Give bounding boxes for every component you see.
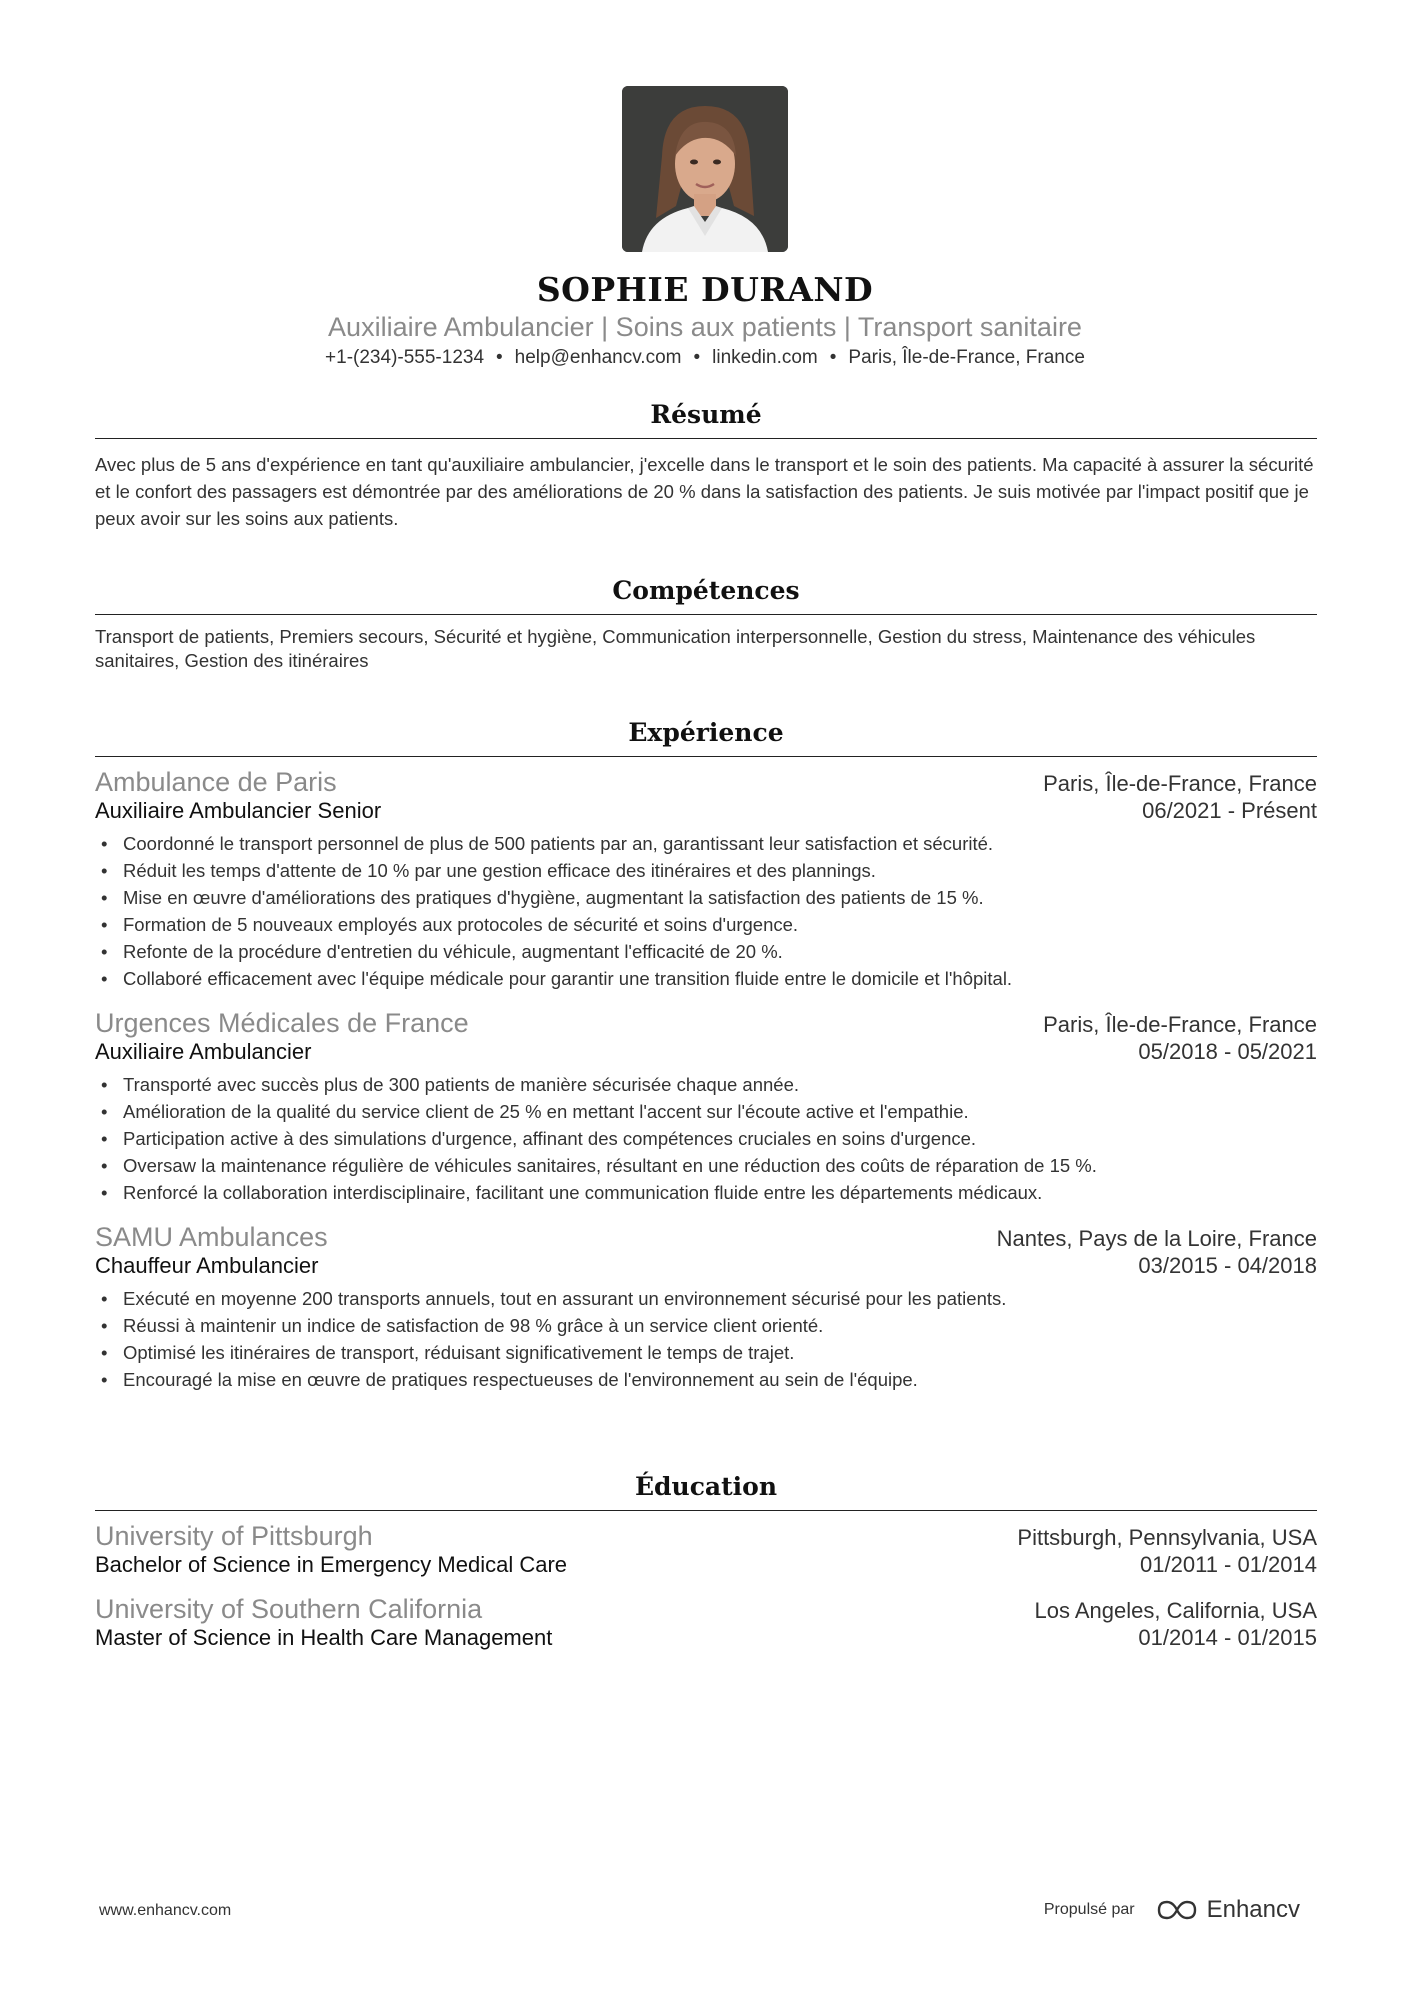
bullet-item: • Encouragé la mise en œuvre de pratiques respectueuses de l'environnement au sein de l'équipe. xyxy=(95,1366,1317,1393)
bullet-item: • Exécuté en moyenne 200 transports annuels, tout en assurant un environnement sécurisé pour les patients. xyxy=(95,1285,1317,1312)
contact-phone[interactable]: +1-(234)-555-1234 xyxy=(325,347,485,368)
resume-header xyxy=(0,86,1410,369)
experience-role: Chauffeur Ambulancier xyxy=(95,1253,319,1278)
powered-by-label: Propulsé par xyxy=(1043,1901,1135,1918)
skills-section xyxy=(95,576,1317,673)
bullet-item: • Mise en œuvre d'améliorations des pratiques d'hygiène, augmentant la satisfaction des patients de 15 %. xyxy=(95,884,1317,911)
education-entry xyxy=(95,1594,1317,1651)
enhancv-logo-icon xyxy=(1155,1898,1199,1922)
section-title-experience: Expérience xyxy=(95,718,1317,757)
experience-entry xyxy=(95,767,1317,992)
bullet-item: • Optimisé les itinéraires de transport, réduisant significativement le temps de trajet. xyxy=(95,1339,1317,1366)
bullet-item: • Transporté avec succès plus de 300 patients de manière sécurisée chaque année. xyxy=(95,1071,1317,1098)
experience-dates: 05/2018 - 05/2021 xyxy=(1138,1039,1317,1064)
bullet-item: • Participation active à des simulations d'urgence, affinant des compétences cruciales en soins d'urgence. xyxy=(95,1125,1317,1152)
separator-dot: • xyxy=(829,347,837,368)
summary-section xyxy=(95,400,1317,532)
bullet-item: • Coordonné le transport personnel de plus de 500 patients par an, garantissant leur satisfaction et sécurité. xyxy=(95,830,1317,857)
experience-dates: 03/2015 - 04/2018 xyxy=(1138,1253,1317,1278)
experience-entry xyxy=(95,1222,1317,1393)
experience-location: Paris, Île-de-France, France xyxy=(1043,771,1317,796)
education-degree: Bachelor of Science in Emergency Medical Care xyxy=(95,1552,568,1577)
bullet-item: • Réduit les temps d'attente de 10 % par une gestion efficace des itinéraires et des plannings. xyxy=(95,857,1317,884)
experience-org: Urgences Médicales de France xyxy=(95,1008,469,1038)
bullet-item: • Amélioration de la qualité du service client de 25 % en mettant l'accent sur l'écoute active et l'empathie. xyxy=(95,1098,1317,1125)
education-location: Los Angeles, California, USA xyxy=(1034,1598,1317,1623)
section-title-skills: Compétences xyxy=(95,576,1317,615)
education-dates: 01/2014 - 01/2015 xyxy=(1138,1625,1317,1650)
contact-email[interactable]: help@enhancv.com xyxy=(514,347,682,368)
bullet-item: • Oversaw la maintenance régulière de véhicules sanitaires, résultant en une réduction des coûts de réparation de 15 %. xyxy=(95,1152,1317,1179)
experience-role: Auxiliaire Ambulancier Senior xyxy=(95,798,382,823)
contact-linkedin[interactable]: linkedin.com xyxy=(712,347,818,368)
experience-bullets xyxy=(95,1071,1317,1206)
education-school: University of Pittsburgh xyxy=(95,1521,373,1551)
education-entry xyxy=(95,1521,1317,1578)
education-dates: 01/2011 - 01/2014 xyxy=(1140,1552,1317,1577)
education-section xyxy=(95,1472,1317,1651)
experience-location: Paris, Île-de-France, France xyxy=(1043,1012,1317,1037)
contact-line xyxy=(0,347,1410,369)
bullet-item: • Refonte de la procédure d'entretien du véhicule, augmentant l'efficacité de 20 %. xyxy=(95,938,1317,965)
enhancv-logo[interactable] xyxy=(1155,1896,1300,1924)
experience-role: Auxiliaire Ambulancier xyxy=(95,1039,312,1064)
experience-entry xyxy=(95,1008,1317,1206)
bullet-item: • Collaboré efficacement avec l'équipe médicale pour garantir une transition fluide entre le domicile et l'hôpital. xyxy=(95,965,1317,992)
education-degree: Master of Science in Health Care Management xyxy=(95,1625,553,1650)
section-title-summary: Résumé xyxy=(95,400,1317,439)
skills-text: Transport de patients, Premiers secours, Sécurité et hygiène, Communication interpersonnelle, Gestion du stress, Maintenance des véhicules sanitaires, Gestion des itinéraires xyxy=(95,626,1256,671)
education-location: Pittsburgh, Pennsylvania, USA xyxy=(1017,1525,1317,1550)
separator-dot: • xyxy=(693,347,701,368)
education-school: University of Southern California xyxy=(95,1594,483,1624)
profile-photo xyxy=(622,86,788,252)
experience-bullets xyxy=(95,1285,1317,1393)
bullet-item: • Renforcé la collaboration interdisciplinaire, facilitant une communication fluide entre les départements médicaux. xyxy=(95,1179,1317,1206)
bullet-item: • Formation de 5 nouveaux employés aux protocoles de sécurité et soins d'urgence. xyxy=(95,911,1317,938)
section-title-education: Éducation xyxy=(95,1472,1317,1511)
experience-section xyxy=(95,718,1317,1393)
enhancv-brand-name: Enhancv xyxy=(1206,1896,1300,1923)
footer-website-link[interactable]: www.enhancv.com xyxy=(99,1902,232,1919)
experience-dates: 06/2021 - Présent xyxy=(1142,798,1317,823)
contact-location: Paris, Île-de-France, France xyxy=(848,347,1085,368)
experience-location: Nantes, Pays de la Loire, France xyxy=(996,1226,1317,1251)
separator-dot: • xyxy=(496,347,503,368)
bullet-item: • Réussi à maintenir un indice de satisfaction de 98 % grâce à un service client orienté. xyxy=(95,1312,1317,1339)
experience-bullets xyxy=(95,830,1317,992)
candidate-headline: Auxiliaire Ambulancier | Soins aux patients | Transport sanitaire xyxy=(328,312,1082,342)
experience-org: Ambulance de Paris xyxy=(95,767,337,797)
footer-branding xyxy=(1044,1896,1300,1924)
summary-text: Avec plus de 5 ans d'expérience en tant qu'auxiliaire ambulancier, j'excelle dans le transport et le soin des patients. Ma capacité à assurer la sécurité et le confort des passagers est démontrée par des améliorations de 20 % dans la satisfaction des patients. Je suis motivée par l'impact positif que je peux avoir sur les soins aux patients. xyxy=(95,454,1314,529)
experience-org: SAMU Ambulances xyxy=(95,1222,328,1252)
candidate-name: SOPHIE DURAND xyxy=(536,270,874,309)
